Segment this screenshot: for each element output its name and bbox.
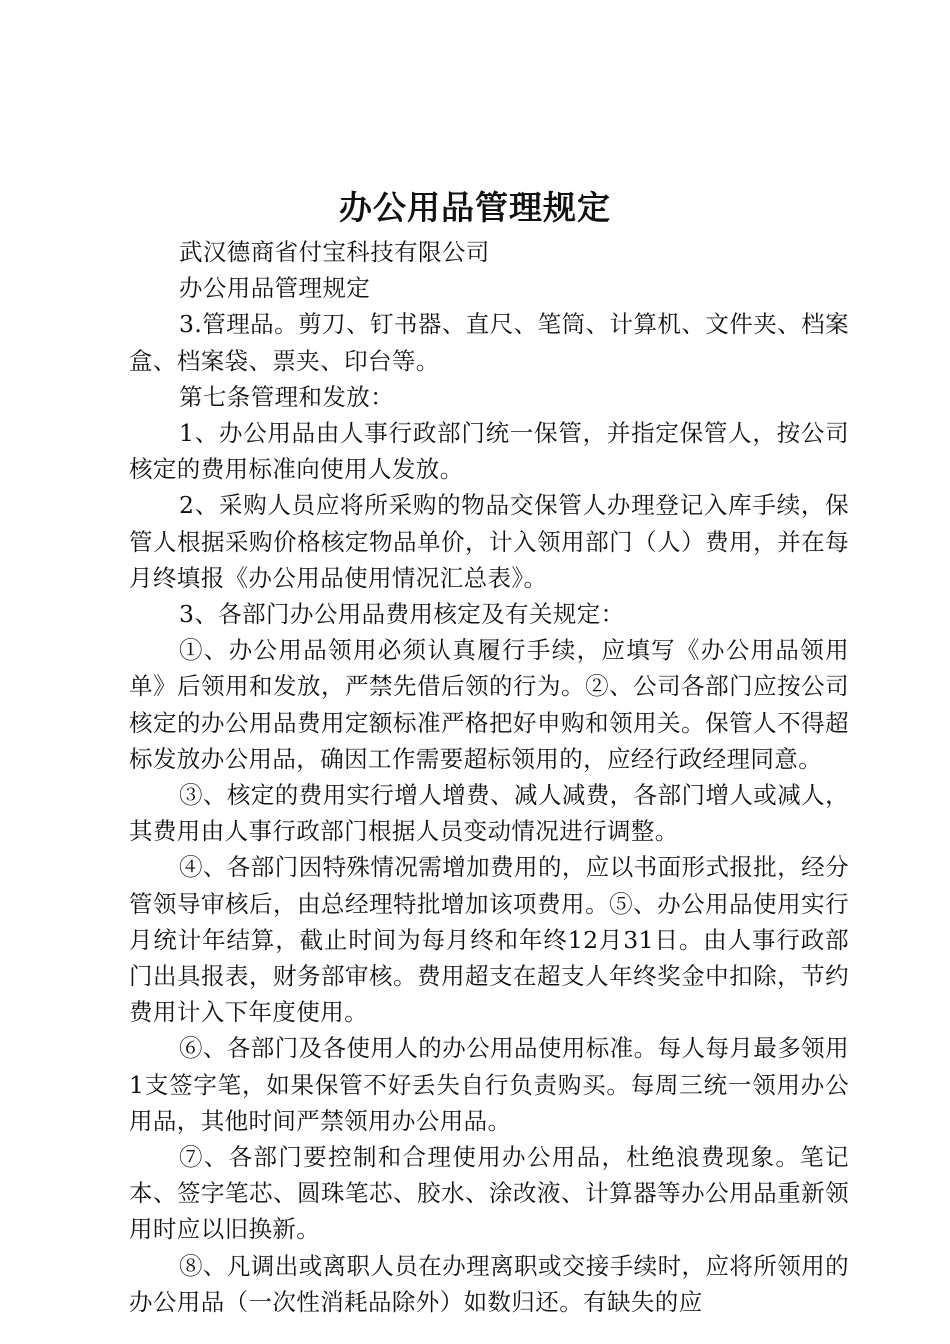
subtitle-paragraph: 办公用品管理规定 bbox=[179, 274, 371, 303]
rule-2-paragraph: 2、采购人员应将所采购的物品交保管人办理登记入库手续，保管人根据采购价格核定物品单价，计入领用部门（人）费用，并在每月终填报《办公用品使用情况汇总表》。 bbox=[129, 491, 849, 592]
item-3-paragraph: ③、核定的费用实行增人增费、减人减费，各部门增人或减人，其费用由人事行政部门根据人员变动情况进行调整。 bbox=[129, 781, 849, 846]
managed-items-paragraph: 3.管理品。剪刀、钉书器、直尺、笔筒、计算机、文件夹、档案盒、档案袋、票夹、印台等。 bbox=[129, 310, 849, 375]
item-7-paragraph: ⑦、各部门要控制和合理使用办公用品，杜绝浪费现象。笔记本、签字笔芯、圆珠笔芯、胶水、涂改液、计算器等办公用品重新领用时应以旧换新。 bbox=[129, 1143, 849, 1244]
document-title: 办公用品管理规定 bbox=[339, 188, 611, 227]
document-body bbox=[129, 234, 849, 1320]
rule-3-heading: 3、各部门办公用品费用核定及有关规定： bbox=[179, 600, 625, 629]
company-name-paragraph: 武汉德商省付宝科技有限公司 bbox=[179, 238, 490, 266]
rule-1-paragraph: 1、办公用品由人事行政部门统一保管，并指定保管人，按公司核定的费用标准向使用人发放。 bbox=[129, 419, 849, 484]
item-4-5-paragraph: ④、各部门因特殊情况需增加费用的，应以书面形式报批，经分管领导审核后，由总经理特批增加该项费用。⑤、办公用品使用实行月统计年结算，截止时间为每月终和年终12月31日。由人事行政部门出具报表，财务部审核。费用超支在超支人年终奖金中扣除，节约费用计入下年度使用。 bbox=[129, 853, 849, 1027]
item-1-2-paragraph: ①、办公用品领用必须认真履行手续，应填写《办公用品领用单》后领用和发放，严禁先借后领的行为。②、公司各部门应按公司核定的办公用品费用定额标准严格把好申购和领用关。保管人不得超标发放办公用品，确因工作需要超标领用的，应经行政经理同意。 bbox=[129, 636, 849, 773]
article-seven-heading: 第七条管理和发放： bbox=[179, 382, 395, 411]
item-6-paragraph: ⑥、各部门及各使用人的办公用品使用标准。每人每月最多领用1支签字笔，如果保管不好丢失自行负责购买。每周三统一领用办公用品，其他时间严禁领用办公用品。 bbox=[129, 1034, 849, 1135]
item-8-paragraph: ⑧、凡调出或离职人员在办理离职或交接手续时，应将所领用的办公用品（一次性消耗品除外）如数归还。有缺失的应 bbox=[129, 1251, 849, 1316]
